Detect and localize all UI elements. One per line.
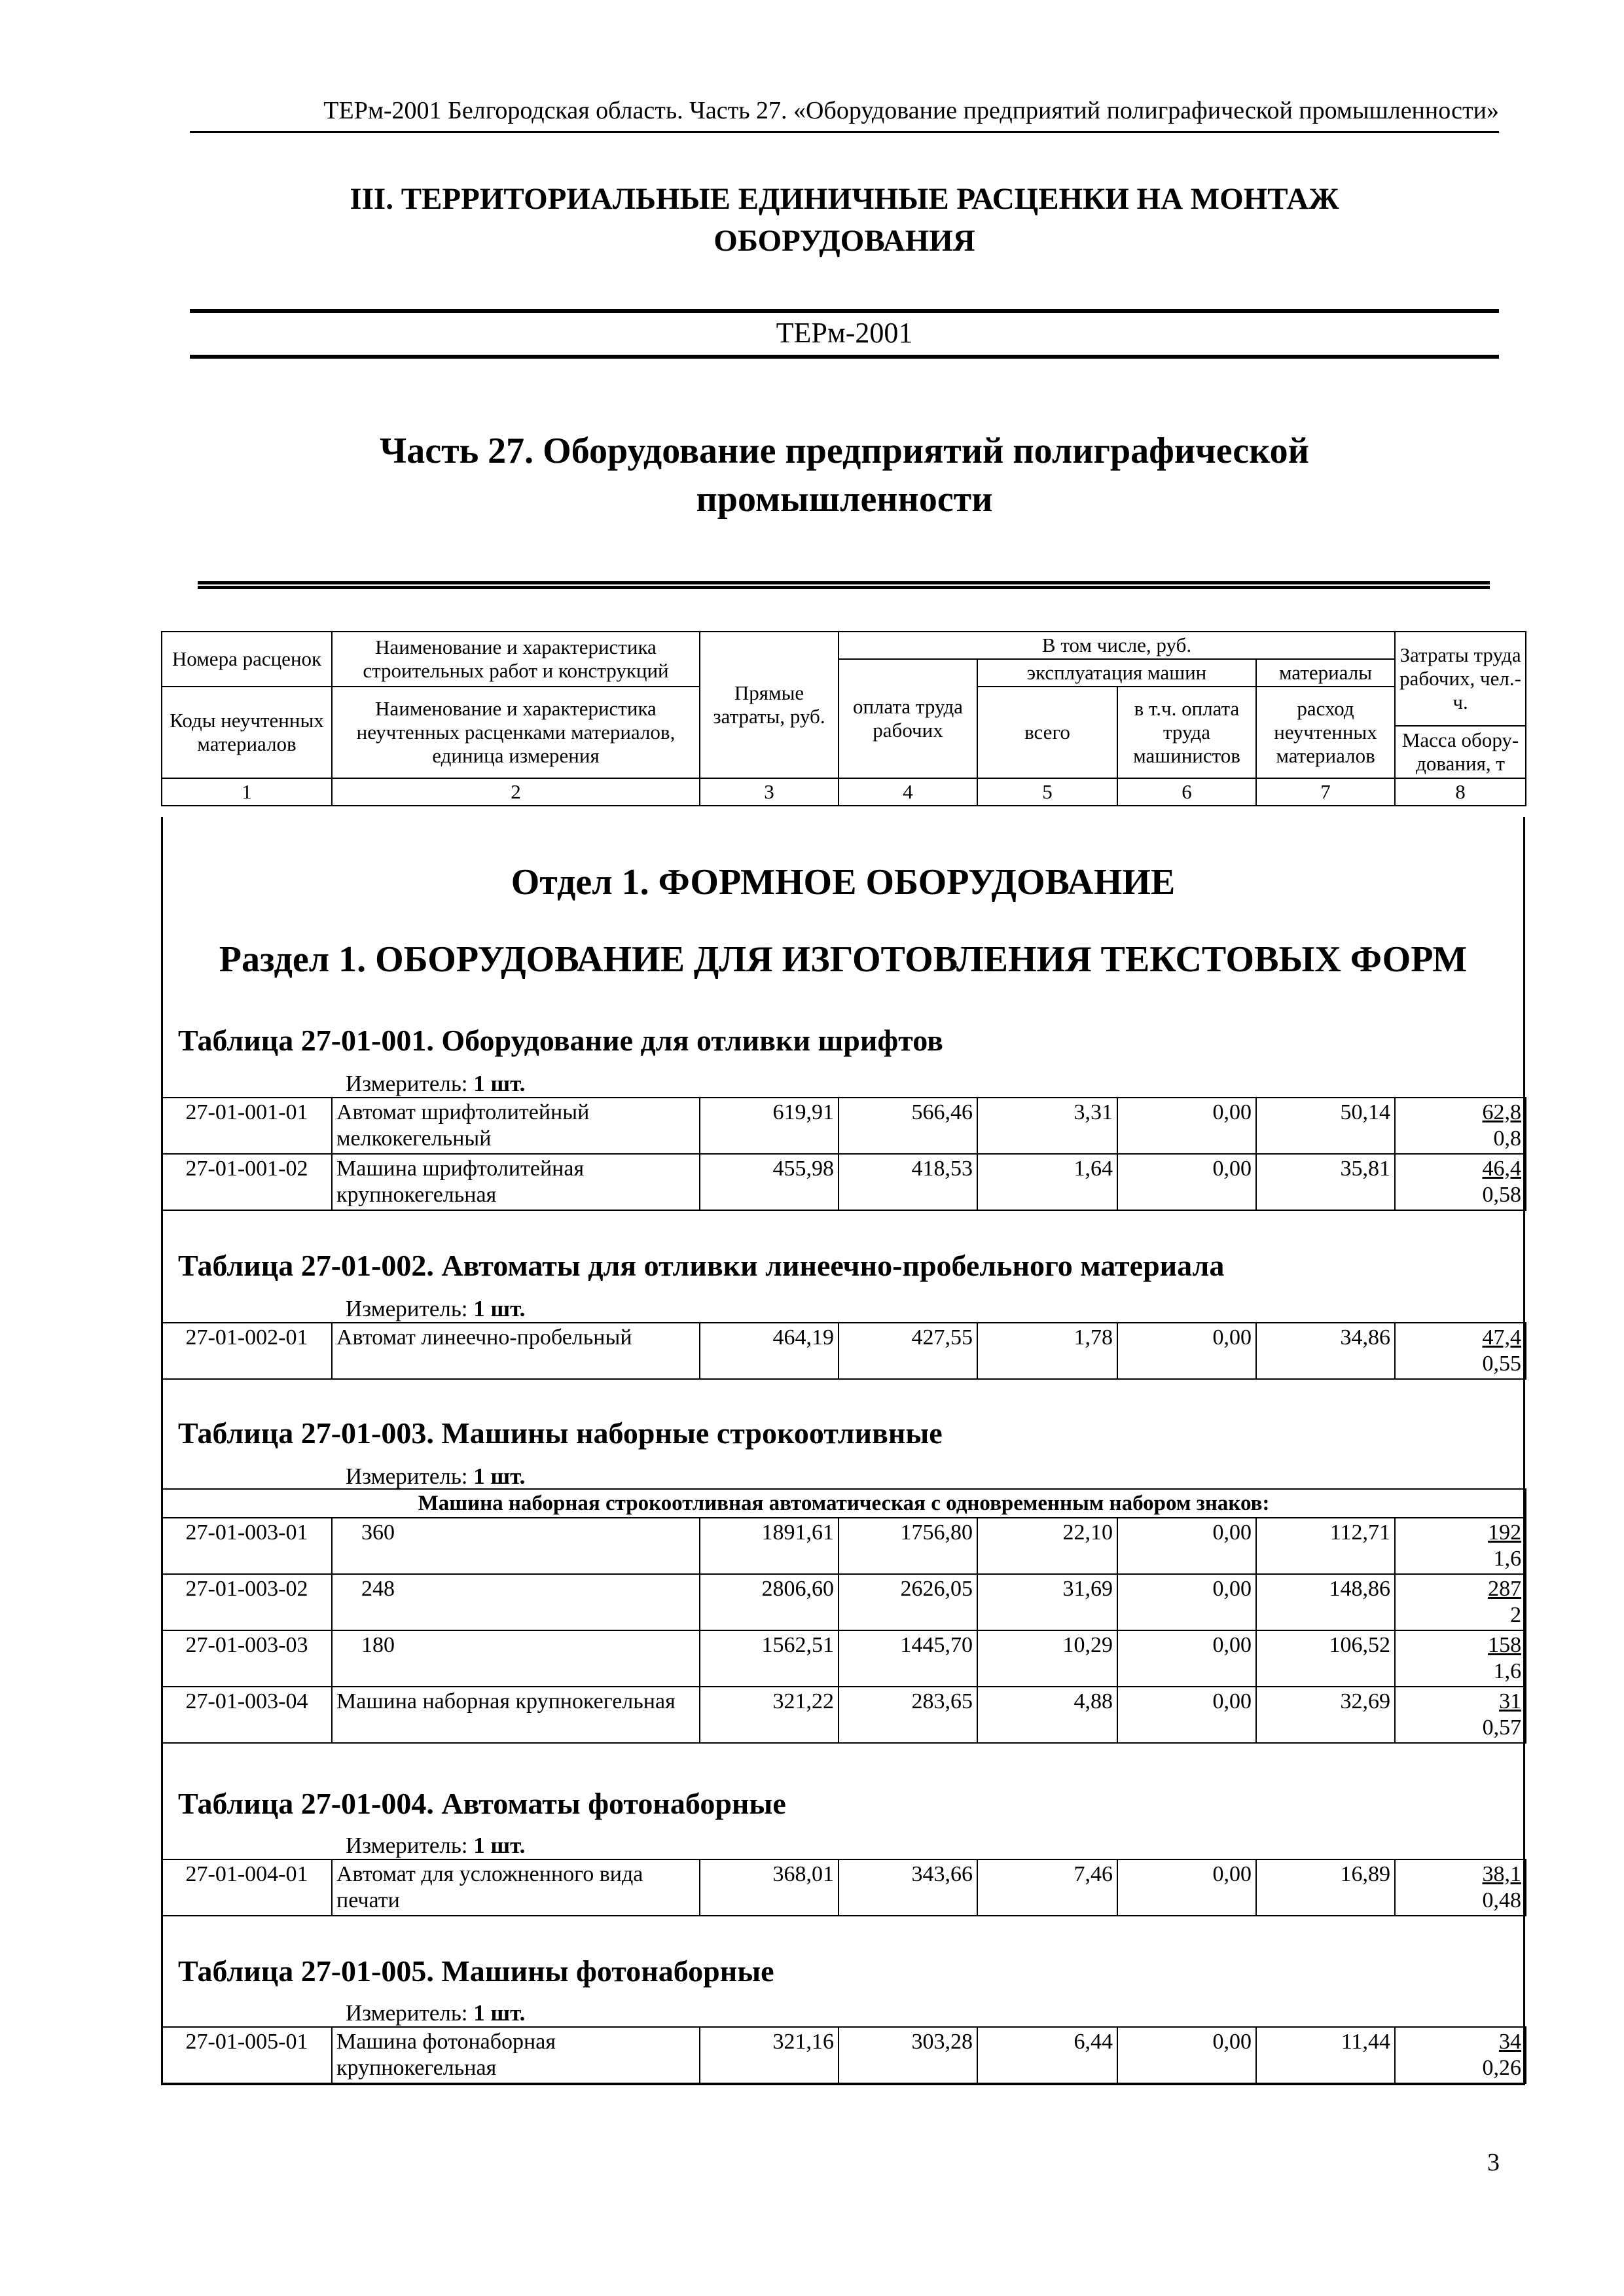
equipment-mass: 0,26	[1482, 2056, 1521, 2080]
machines-cost: 22,10	[977, 1518, 1117, 1574]
measure-line	[346, 1071, 525, 1097]
table-row	[162, 1323, 1526, 1379]
col-number: 5	[977, 778, 1117, 806]
measure-label: Измеритель:	[346, 1296, 468, 1321]
measure-line	[346, 1833, 525, 1859]
labor-cost: 343,66	[839, 1859, 977, 1916]
rate-name: 360	[332, 1518, 700, 1574]
labor-hours-mass	[1395, 1154, 1526, 1210]
rate-code: 27-01-001-01	[162, 1098, 332, 1154]
operators-cost: 0,00	[1117, 1323, 1256, 1379]
main-title-line2: ОБОРУДОВАНИЯ	[713, 224, 975, 258]
measure-label: Измеритель:	[346, 1833, 468, 1858]
labor-hours: 46,4	[1482, 1157, 1521, 1181]
labor-cost: 1445,70	[839, 1630, 977, 1687]
labor-cost: 566,46	[839, 1098, 977, 1154]
code-box: ТЕРм-2001	[190, 309, 1499, 359]
materials-cost: 35,81	[1256, 1154, 1395, 1210]
col-number: 1	[162, 778, 332, 806]
labor-hours: 192	[1488, 1520, 1522, 1545]
labor-hours-mass	[1395, 1859, 1526, 1916]
labor-hours-mass	[1395, 1630, 1526, 1687]
col1-bottom-header: Коды неучтенных материалов	[162, 687, 332, 778]
table-title: Таблица 27-01-003. Машины наборные строкоотливные	[178, 1416, 943, 1450]
direct-cost: 368,01	[700, 1859, 839, 1916]
rate-code: 27-01-003-02	[162, 1574, 332, 1630]
rate-code: 27-01-002-01	[162, 1323, 332, 1379]
group-row	[162, 1489, 1526, 1518]
direct-cost: 1562,51	[700, 1630, 839, 1687]
labor-cost: 2626,05	[839, 1574, 977, 1630]
col-number: 7	[1256, 778, 1395, 806]
equipment-mass: 0,48	[1482, 1888, 1521, 1912]
rates-table	[161, 1097, 1526, 1211]
machines-cost: 1,64	[977, 1154, 1117, 1210]
operators-cost: 0,00	[1117, 1687, 1256, 1743]
equipment-mass: 0,58	[1482, 1183, 1521, 1207]
rate-code: 27-01-004-01	[162, 1859, 332, 1916]
labor-hours-mass	[1395, 1323, 1526, 1379]
materials-cost: 16,89	[1256, 1859, 1395, 1916]
labor-hours: 158	[1488, 1633, 1522, 1657]
rate-name: Автомат для усложненного вида печати	[332, 1859, 700, 1916]
table-row	[162, 1574, 1526, 1630]
col1-top-header: Номера расценок	[162, 632, 332, 687]
rates-table	[161, 2026, 1526, 2084]
main-title	[190, 178, 1499, 262]
col3-header: Прямые затраты, руб.	[700, 632, 839, 778]
including-group-header: В том числе, руб.	[839, 632, 1395, 659]
labor-hours-mass	[1395, 1687, 1526, 1743]
rate-name: Автомат шрифтолитейный мелкокегельный	[332, 1098, 700, 1154]
col-number: 2	[332, 778, 700, 806]
measure-unit: 1 шт.	[473, 1071, 526, 1096]
measure-unit: 1 шт.	[473, 2000, 526, 2026]
table-row	[162, 1518, 1526, 1574]
measure-label: Измеритель:	[346, 2000, 468, 2026]
operators-cost: 0,00	[1117, 1859, 1256, 1916]
table-row	[162, 1098, 1526, 1154]
col5-header: всего	[977, 687, 1117, 778]
labor-hours: 62,8	[1482, 1100, 1521, 1124]
materials-group-header: материалы	[1256, 659, 1395, 687]
machines-cost: 3,31	[977, 1098, 1117, 1154]
materials-cost: 106,52	[1256, 1630, 1395, 1687]
rate-name: 180	[332, 1630, 700, 1687]
measure-line	[346, 1296, 525, 1322]
rates-table	[161, 1322, 1526, 1380]
direct-cost: 321,22	[700, 1687, 839, 1743]
table-title: Таблица 27-01-004. Автоматы фотонаборные	[178, 1787, 786, 1820]
machines-cost: 1,78	[977, 1323, 1117, 1379]
operators-cost: 0,00	[1117, 1630, 1256, 1687]
operators-cost: 0,00	[1117, 1098, 1256, 1154]
materials-cost: 11,44	[1256, 2027, 1395, 2083]
direct-cost: 464,19	[700, 1323, 839, 1379]
machines-cost: 31,69	[977, 1574, 1117, 1630]
table-title: Таблица 27-01-001. Оборудование для отливки шрифтов	[178, 1024, 943, 1057]
labor-cost: 427,55	[839, 1323, 977, 1379]
equipment-mass: 0,57	[1482, 1715, 1522, 1740]
main-title-line1: III. ТЕРРИТОРИАЛЬНЫЕ ЕДИНИЧНЫЕ РАСЦЕНКИ НА МОНТАЖ	[350, 182, 1339, 216]
part-title-line1: Часть 27. Оборудование предприятий полиграфической	[380, 431, 1309, 471]
equipment-mass: 2	[1510, 1603, 1522, 1627]
direct-cost: 619,91	[700, 1098, 839, 1154]
col2-bottom-header: Наименование и характеристика неучтенных расценками материалов, единица измерения	[332, 687, 700, 778]
direct-cost: 2806,60	[700, 1574, 839, 1630]
materials-cost: 50,14	[1256, 1098, 1395, 1154]
col-number: 8	[1395, 778, 1526, 806]
direct-cost: 321,16	[700, 2027, 839, 2083]
column-header-table	[161, 631, 1526, 806]
rate-name: Машина наборная крупнокегельная	[332, 1687, 700, 1743]
operators-cost: 0,00	[1117, 1574, 1256, 1630]
col6-header: в т.ч. оплата труда машинистов	[1117, 687, 1256, 778]
labor-cost: 283,65	[839, 1687, 977, 1743]
col8-top-header: Затраты труда рабочих, чел.-ч.	[1395, 632, 1526, 726]
measure-label: Измеритель:	[346, 1463, 468, 1489]
col2-top-header: Наименование и характеристика строительных работ и конструкций	[332, 632, 700, 687]
rate-code: 27-01-005-01	[162, 2027, 332, 2083]
operators-cost: 0,00	[1117, 1154, 1256, 1210]
operators-cost: 0,00	[1117, 2027, 1256, 2083]
rates-table	[161, 1488, 1526, 1744]
direct-cost: 1891,61	[700, 1518, 839, 1574]
machines-cost: 10,29	[977, 1630, 1117, 1687]
materials-cost: 148,86	[1256, 1574, 1395, 1630]
measure-label: Измеритель:	[346, 1071, 468, 1096]
col4-header: оплата труда рабочих	[839, 659, 977, 778]
labor-hours: 31	[1499, 1689, 1522, 1713]
labor-hours-mass	[1395, 1518, 1526, 1574]
col-number: 4	[839, 778, 977, 806]
machines-cost: 7,46	[977, 1859, 1117, 1916]
group-row-label: Машина наборная строкоотливная автоматическая с одновременным набором знаков:	[162, 1489, 1526, 1518]
measure-unit: 1 шт.	[473, 1833, 526, 1858]
machines-cost: 6,44	[977, 2027, 1117, 2083]
equipment-mass: 1,6	[1493, 1659, 1522, 1683]
labor-hours: 38,1	[1482, 1862, 1521, 1886]
rate-code: 27-01-001-02	[162, 1154, 332, 1210]
rate-name: Машина шрифтолитейная крупнокегельная	[332, 1154, 700, 1210]
labor-hours-mass	[1395, 1574, 1526, 1630]
labor-hours-mass	[1395, 1098, 1526, 1154]
labor-hours: 34	[1499, 2030, 1521, 2054]
rate-code: 27-01-003-03	[162, 1630, 332, 1687]
measure-line	[346, 1463, 525, 1490]
equipment-mass: 0,55	[1482, 1352, 1521, 1376]
col8-bottom-header: Масса обору-дования, т	[1395, 726, 1526, 778]
table-row	[162, 1687, 1526, 1743]
materials-cost: 112,71	[1256, 1518, 1395, 1574]
table-title: Таблица 27-01-002. Автоматы для отливки линеечно-пробельного материала	[178, 1249, 1225, 1282]
rate-name: 248	[332, 1574, 700, 1630]
rate-code: 27-01-003-04	[162, 1687, 332, 1743]
section-title: Раздел 1. ОБОРУДОВАНИЕ ДЛЯ ИЗГОТОВЛЕНИЯ ТЕКСТОВЫХ ФОРМ	[219, 939, 1468, 980]
table-row	[162, 2027, 1526, 2083]
table-row	[162, 1859, 1526, 1916]
operators-cost: 0,00	[1117, 1518, 1256, 1574]
part-title	[190, 427, 1499, 524]
department-title: Отдел 1. ФОРМНОЕ ОБОРУДОВАНИЕ	[511, 862, 1176, 903]
labor-hours: 287	[1488, 1577, 1522, 1601]
measure-unit: 1 шт.	[473, 1463, 526, 1489]
table-title: Таблица 27-01-005. Машины фотонаборные	[178, 1954, 774, 1988]
measure-unit: 1 шт.	[473, 1296, 526, 1321]
equipment-mass: 0,8	[1493, 1126, 1521, 1151]
labor-cost: 418,53	[839, 1154, 977, 1210]
col7-header: расход неучтенных материалов	[1256, 687, 1395, 778]
page-number: 3	[1487, 2149, 1500, 2176]
measure-line	[346, 2000, 525, 2026]
labor-hours: 47,4	[1482, 1325, 1521, 1350]
running-header: ТЕРм-2001 Белгородская область. Часть 27. «Оборудование предприятий полиграфической промышленности»	[190, 96, 1499, 133]
part-title-line2: промышленности	[696, 479, 993, 520]
direct-cost: 455,98	[700, 1154, 839, 1210]
col-number: 3	[700, 778, 839, 806]
materials-cost: 32,69	[1256, 1687, 1395, 1743]
table-row	[162, 1630, 1526, 1687]
labor-cost: 1756,80	[839, 1518, 977, 1574]
table-row	[162, 1154, 1526, 1210]
col-number: 6	[1117, 778, 1256, 806]
equipment-mass: 1,6	[1493, 1547, 1522, 1571]
labor-hours-mass	[1395, 2027, 1526, 2083]
labor-cost: 303,28	[839, 2027, 977, 2083]
double-rule-divider	[198, 581, 1490, 589]
machines-group-header: эксплуатация машин	[977, 659, 1256, 687]
rate-code: 27-01-003-01	[162, 1518, 332, 1574]
rate-name: Машина фотонаборная крупнокегельная	[332, 2027, 700, 2083]
machines-cost: 4,88	[977, 1687, 1117, 1743]
rate-name: Автомат линеечно-пробельный	[332, 1323, 700, 1379]
rates-table	[161, 1859, 1526, 1916]
materials-cost: 34,86	[1256, 1323, 1395, 1379]
